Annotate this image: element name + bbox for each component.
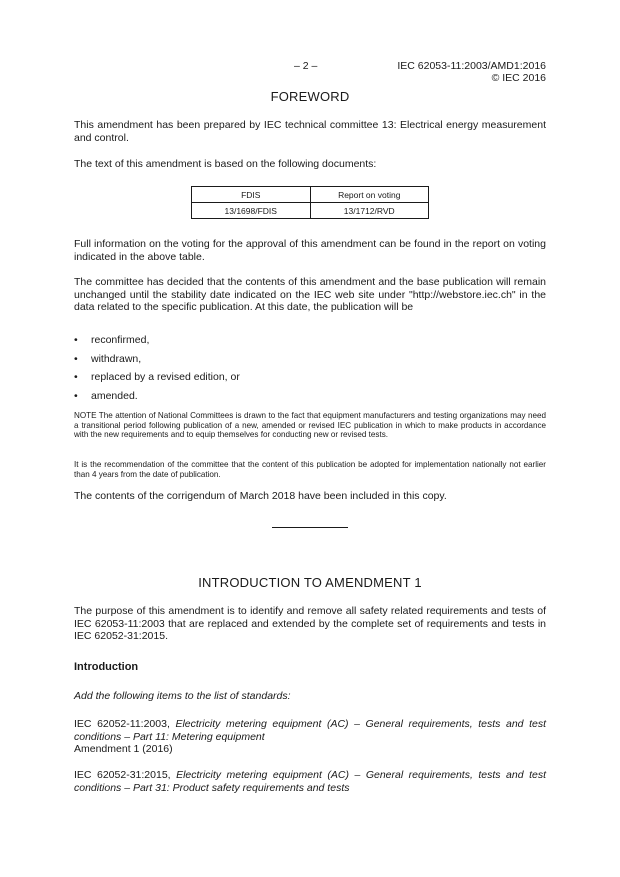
list-item: • withdrawn,	[74, 352, 142, 365]
table-header-row	[192, 187, 429, 203]
doc-id: IEC 62053-11:2003/AMD1:2016	[397, 60, 546, 72]
table-cell: 13/1698/FDIS	[192, 203, 311, 219]
reference-1	[74, 718, 546, 756]
foreword-paragraph-3: Full information on the voting for the approval of this amendment can be found in the report on voting indicated in the above table.	[74, 238, 546, 263]
reference-title: Electricity metering equipment (AC) – General requirements, tests and test conditions – Part 11: Metering equipment	[74, 718, 546, 743]
copyright: © IEC 2016	[491, 72, 546, 84]
reference-id: IEC 62052-31:2015,	[74, 769, 171, 781]
recommendation: It is the recommendation of the committee that the content of this publication be adopted for implementation nationally not earlier than 4 years from the date of publication.	[74, 460, 546, 479]
table-cell: 13/1712/RVD	[310, 203, 429, 219]
page-number: – 2 –	[294, 60, 318, 72]
foreword-paragraph-1: This amendment has been prepared by IEC technical committee 13: Electrical energy measurement and control.	[74, 119, 546, 144]
note: NOTE The attention of National Committees is drawn to the fact that equipment manufacturers and testing organizations may need a transitional period following publication of a new, amended or revised IEC publication in which to make products in accordance with the new requirements and to equip themselves for conducting new or revised tests.	[74, 411, 546, 440]
reference-id: IEC 62052-11:2003,	[74, 718, 170, 730]
list-item: • replaced by a revised edition, or	[74, 371, 240, 383]
foreword-title: FOREWORD	[270, 89, 350, 104]
introduction-paragraph: The purpose of this amendment is to identify and remove all safety related requirements and tests of IEC 62053-11:2003 that are replaced and extended by the complete set of requirements and tests in IEC 62052-31:2015.	[74, 605, 546, 643]
bullet-icon: •	[74, 371, 78, 383]
table-header-cell: FDIS	[192, 187, 311, 203]
list-item: • amended.	[74, 389, 138, 402]
foreword-paragraph-2: The text of this amendment is based on the following documents:	[74, 158, 377, 170]
reference-2	[74, 769, 546, 794]
bullet-icon: •	[74, 334, 78, 346]
voting-table	[191, 186, 429, 219]
instruction-text: Add the following items to the list of standards:	[74, 690, 291, 702]
table-header-cell: Report on voting	[310, 187, 429, 203]
reference-title: Electricity metering equipment (AC) – General requirements, tests and test conditions – Part 31: Product safety requirements and tests	[74, 769, 546, 794]
corrigendum-note: The contents of the corrigendum of March 2018 have been included in this copy.	[74, 490, 447, 502]
bullet-list	[74, 334, 546, 408]
bullet-icon: •	[74, 389, 78, 402]
section-heading: Introduction	[74, 661, 139, 673]
reference-amendment: Amendment 1 (2016)	[74, 743, 173, 756]
divider	[272, 527, 348, 528]
introduction-title: INTRODUCTION TO AMENDMENT 1	[198, 575, 422, 590]
bullet-icon: •	[74, 352, 78, 365]
document-identifier	[397, 60, 546, 84]
table-row	[192, 203, 429, 219]
list-item: • reconfirmed,	[74, 334, 150, 346]
foreword-paragraph-4: The committee has decided that the contents of this amendment and the base publication will remain unchanged until the stability date indicated on the IEC web site under "http://webstore.iec.ch" in the data related to the specific publication. At this date, the publication will be	[74, 276, 546, 314]
